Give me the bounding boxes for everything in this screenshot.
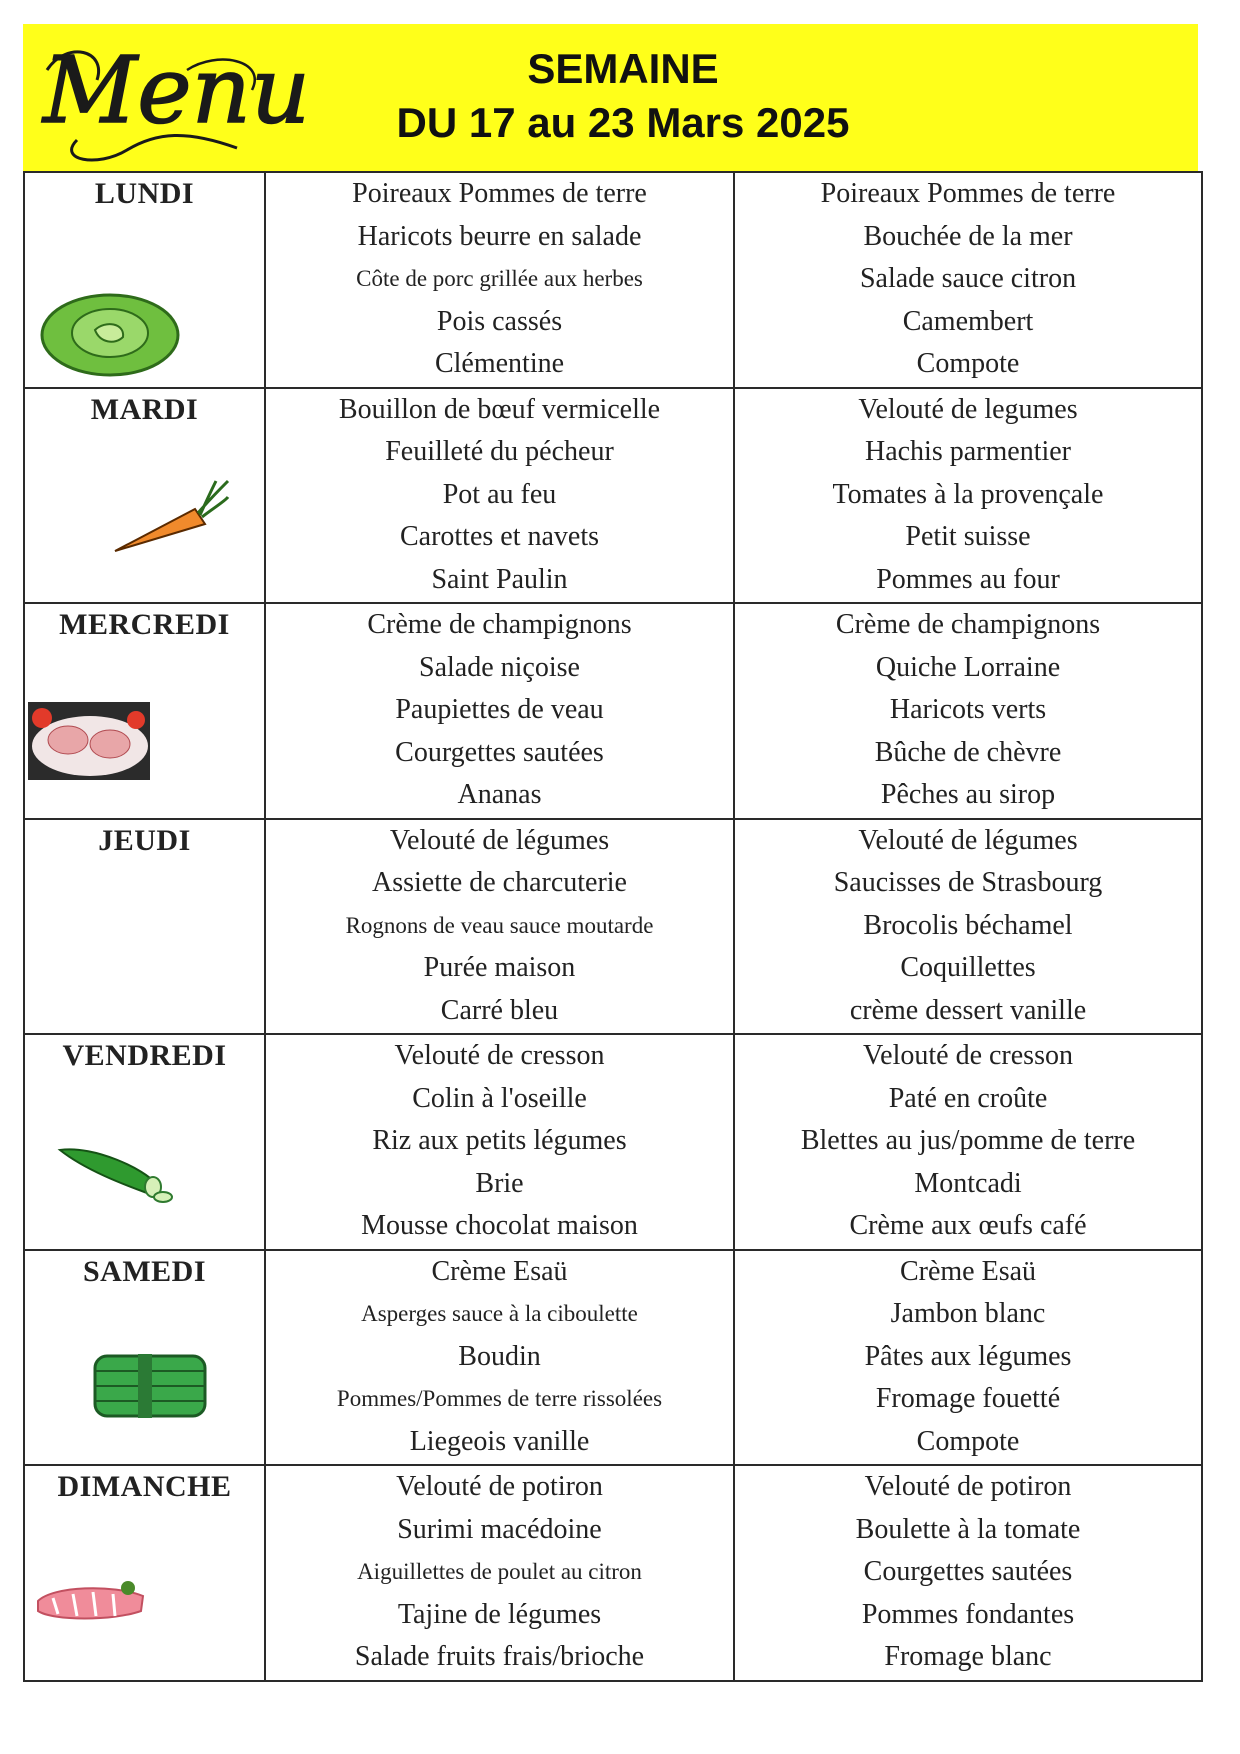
- dish-item: Velouté de cresson: [394, 1040, 605, 1071]
- dish-item: Pois cassés: [436, 305, 563, 337]
- day-row-vendredi: [24, 1034, 1202, 1250]
- surimi-icon: [33, 1576, 148, 1636]
- dish-item: Saint Paulin: [431, 563, 568, 595]
- day-row-mercredi: [24, 603, 1202, 819]
- dish-item: Boulette à la tomate: [855, 1513, 1081, 1545]
- day-name: SAMEDI: [82, 1254, 206, 1288]
- dish-item: Camembert: [902, 305, 1034, 337]
- dinner-cell: [734, 603, 1202, 819]
- dish-item: Salade niçoise: [419, 651, 580, 683]
- dish-item: Carottes et navets: [399, 521, 600, 552]
- dish-item: Pommes/Pommes de terre rissolées: [336, 1386, 663, 1411]
- dish-item: Côte de porc grillée aux herbes: [356, 266, 643, 291]
- dish-item: Fromage blanc: [884, 1641, 1052, 1672]
- lunch-items: [266, 389, 733, 603]
- dish-item: Courgettes sautées: [863, 1556, 1073, 1587]
- asparagus-icon: [90, 1346, 215, 1431]
- dinner-items: [735, 389, 1201, 603]
- dish-item: Colin à l'oseille: [412, 1082, 587, 1114]
- dish-item: Jambon blanc: [890, 1298, 1046, 1329]
- lunch-cell: [265, 603, 734, 819]
- day-row-samedi: [24, 1250, 1202, 1466]
- day-name: DIMANCHE: [57, 1470, 232, 1503]
- dish-item: Mousse chocolat maison: [361, 1210, 638, 1241]
- dish-item: Compote: [916, 1425, 1020, 1457]
- dish-item: Feuilleté du pécheur: [385, 436, 614, 467]
- dinner-cell: [734, 172, 1202, 388]
- dish-item: Pommes au four: [876, 563, 1060, 595]
- dinner-cell: [734, 1250, 1202, 1466]
- dish-item: Petit suisse: [905, 521, 1031, 552]
- lunch-items: [266, 604, 733, 818]
- dish-item: Crème Esaü: [431, 1255, 568, 1287]
- lunch-items: [266, 1035, 733, 1249]
- title-line-week: SEMAINE: [527, 45, 719, 92]
- day-name: VENDREDI: [62, 1039, 227, 1072]
- dinner-items: [735, 1035, 1201, 1249]
- dish-item: Assiette de charcuterie: [372, 867, 627, 898]
- dish-item: Crème aux œufs café: [849, 1210, 1087, 1241]
- dish-item: Salade fruits frais/brioche: [354, 1641, 645, 1672]
- day-name: MARDI: [90, 392, 199, 426]
- dish-item: Velouté de potiron: [396, 1471, 603, 1502]
- dish-item: Carré bleu: [440, 994, 559, 1026]
- day-name: MERCREDI: [59, 608, 230, 641]
- day-cell: [24, 603, 265, 819]
- dish-item: Haricots verts: [889, 694, 1047, 725]
- dinner-cell: [734, 388, 1202, 604]
- dish-item: Velouté de légumes: [389, 824, 610, 856]
- dish-item: Montcadi: [914, 1167, 1022, 1199]
- lunch-cell: [265, 1250, 734, 1466]
- dinner-cell: [734, 819, 1202, 1035]
- dish-item: Quiche Lorraine: [875, 651, 1061, 683]
- menu-header: [23, 24, 1198, 171]
- dish-item: Courgettes sautées: [395, 736, 604, 768]
- dish-item: Clémentine: [434, 348, 565, 379]
- carrot-icon: [110, 479, 230, 564]
- dish-item: Brie: [475, 1167, 524, 1199]
- dish-item: Paté en croûte: [888, 1082, 1048, 1114]
- dish-item: Fromage fouetté: [875, 1383, 1061, 1414]
- lunch-cell: [265, 1034, 734, 1250]
- dish-item: Velouté de potiron: [864, 1471, 1072, 1502]
- day-row-lundi: [24, 172, 1202, 388]
- dish-item: Saucisses de Strasbourg: [833, 867, 1103, 898]
- dish-item: Pâtes aux légumes: [864, 1340, 1072, 1372]
- day-row-mardi: [24, 388, 1202, 604]
- lunch-items: [266, 173, 733, 387]
- svg-text:Menu: Menu: [43, 37, 311, 144]
- day-cell: [24, 172, 265, 388]
- dish-item: Pot au feu: [442, 478, 557, 510]
- dinner-cell: [734, 1034, 1202, 1250]
- dish-item: Poireaux Pommes de terre: [820, 178, 1116, 209]
- title-line-dates: DU 17 au 23 Mars 2025: [396, 99, 850, 146]
- dish-item: Brocolis béchamel: [863, 909, 1073, 941]
- dish-item: Hachis parmentier: [864, 436, 1072, 467]
- dish-item: Compote: [916, 348, 1020, 379]
- dish-item: Riz aux petits légumes: [372, 1125, 627, 1156]
- lunch-cell: [265, 819, 734, 1035]
- dish-item: Bouillon de bœuf vermicelle: [338, 393, 661, 425]
- dish-item: Tajine de légumes: [397, 1598, 602, 1630]
- dinner-cell: [734, 1465, 1202, 1681]
- dish-item: Purée maison: [423, 952, 576, 983]
- dinner-items: [735, 604, 1201, 818]
- menu-logo-icon: [37, 30, 311, 170]
- dish-item: Crème Esaü: [899, 1255, 1037, 1287]
- dish-item: Asperges sauce à la ciboulette: [361, 1301, 638, 1326]
- dish-item: Salade sauce citron: [859, 263, 1077, 294]
- day-name: LUNDI: [94, 177, 195, 210]
- lunch-cell: [265, 388, 734, 604]
- day-row-jeudi: [24, 819, 1202, 1035]
- dish-item: Velouté de légumes: [858, 824, 1078, 856]
- dish-item: Crème de champignons: [367, 609, 632, 640]
- day-cell: [24, 819, 265, 1035]
- dish-item: Velouté de legumes: [858, 393, 1078, 425]
- dish-item: Surimi macédoine: [397, 1513, 602, 1545]
- dish-item: Bûche de chèvre: [874, 736, 1062, 768]
- day-row-dimanche: [24, 1465, 1202, 1681]
- dish-item: Crème de champignons: [835, 609, 1101, 640]
- lettuce-icon: [35, 285, 185, 385]
- day-name: JEUDI: [98, 823, 191, 857]
- dinner-items: [735, 820, 1201, 1034]
- menu-title: [353, 42, 893, 150]
- dinner-items: [735, 1251, 1201, 1465]
- dish-item: Aiguillettes de poulet au citron: [357, 1559, 642, 1584]
- dish-item: crème dessert vanille: [849, 994, 1087, 1026]
- lunch-items: [266, 1251, 733, 1465]
- dish-item: Tomates à la provençale: [832, 478, 1104, 510]
- paupiettes-dish-icon: [28, 702, 150, 785]
- dish-item: Ananas: [457, 779, 542, 810]
- dish-item: Pommes fondantes: [861, 1598, 1075, 1630]
- cucumber-icon: [55, 1135, 175, 1215]
- dish-item: Poireaux Pommes de terre: [352, 178, 647, 209]
- dish-item: Coquillettes: [900, 952, 1036, 983]
- day-cell: [24, 1250, 265, 1466]
- lunch-items: [266, 1466, 733, 1680]
- dish-item: Rognons de veau sauce moutarde: [345, 912, 654, 938]
- day-cell: [24, 388, 265, 604]
- lunch-cell: [265, 172, 734, 388]
- dinner-items: [735, 173, 1201, 387]
- dish-item: Paupiettes de veau: [395, 694, 604, 725]
- lunch-items: [266, 820, 733, 1034]
- dinner-items: [735, 1466, 1201, 1680]
- day-cell: [24, 1034, 265, 1250]
- menu-table: [23, 171, 1203, 1682]
- dish-item: Blettes au jus/pomme de terre: [800, 1125, 1136, 1156]
- dish-item: Haricots beurre en salade: [357, 220, 642, 252]
- dish-item: Boudin: [458, 1340, 541, 1372]
- dish-item: Velouté de cresson: [863, 1040, 1073, 1071]
- day-cell: [24, 1465, 265, 1681]
- menu-sheet: [23, 24, 1198, 1682]
- lunch-cell: [265, 1465, 734, 1681]
- dish-item: Bouchée de la mer: [863, 220, 1073, 252]
- dish-item: Pêches au sirop: [880, 779, 1056, 810]
- dish-item: Liegeois vanille: [409, 1425, 590, 1457]
